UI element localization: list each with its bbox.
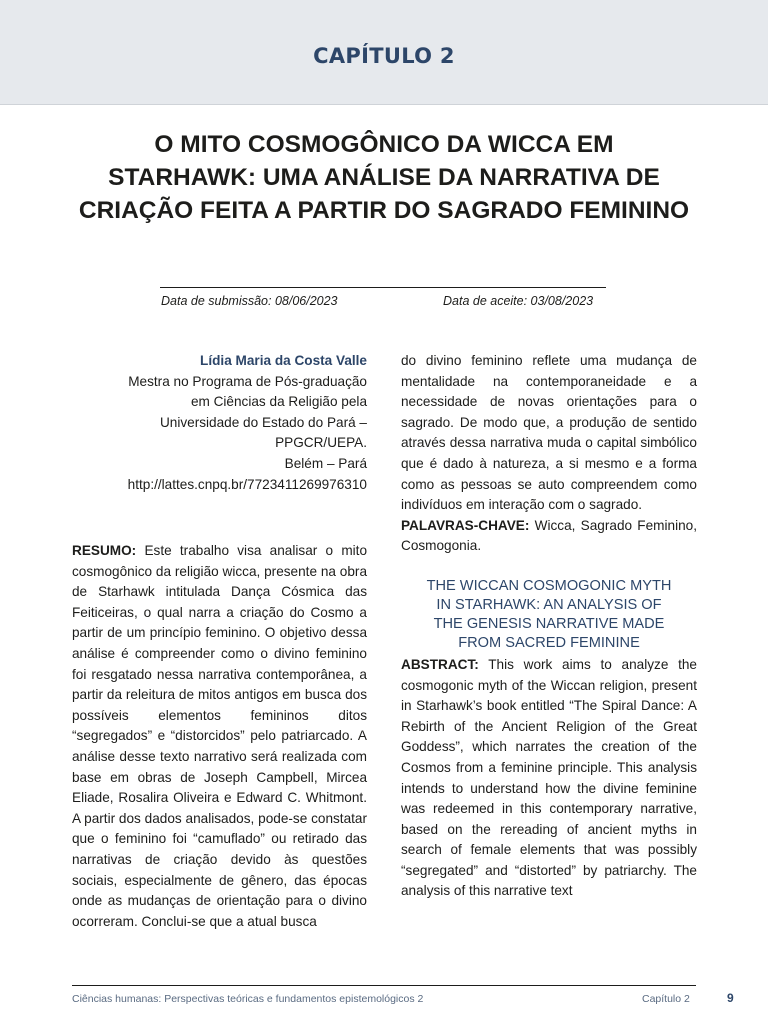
footer-book-title: Ciências humanas: Perspectivas teóricas e fundamentos epistemológicos 2 — [72, 993, 424, 1005]
footer-divider — [72, 985, 696, 986]
resumo-text: Este trabalho visa analisar o mito cosmogônico da religião wicca, presente na obra de Starhawk intitulada Dança Cósmica das Feiticeiras, o qual narra a criação do Cosmo a partir de um princípio feminino. O objetivo dessa análise é compreender como o divino feminino foi resgatado nessa narrativa contemporânea, a partir da releitura de mitos antigos em busca dos possíveis elementos femininos ditos “segregados” e “distorcidos” pelo patriarcado. A análise desse texto narrativo será realizada com base em obras de Joseph Campbell, Mircea Eliade, Rosalira Oliveira e Edward C. Whitmont. A partir dos dados analisados, pode-se constatar que o feminino foi “camuflado” ou retirado das narrativas de criação devido às questões sociais, especialmente de gênero, das épocas onde as mudanças de orientação para o divino ocorreram. Conclui-se que a atual busca — [72, 543, 367, 929]
submission-date: Data de submissão: 08/06/2023 — [161, 294, 338, 308]
affiliation-line: em Ciências da Religião pela — [190, 394, 367, 410]
english-title-line: THE GENESIS NARRATIVE MADE — [433, 615, 665, 632]
chapter-label: CAPÍTULO 2 — [313, 44, 455, 68]
abstract-label: ABSTRACT: — [401, 656, 479, 672]
affiliation-line: Universidade do Estado do Pará – — [159, 414, 367, 430]
author-affiliation — [72, 351, 367, 495]
english-title-line: IN STARHAWK: AN ANALYSIS OF — [436, 596, 662, 613]
english-title-line: FROM SACRED FEMININE — [458, 634, 640, 651]
affiliation-line: Belém – Pará — [284, 455, 367, 471]
abstract-text: This work aims to analyze the cosmogonic myth of the Wiccan religion, present in Starhawk’s book entitled “The Spiral Dance: A Rebirth of the Ancient Religion of the Great Goddess”, which narrates the creation of the Cosmos from a feminine principle. This analysis intends to understand how the divine feminine was redeemed in this contemporary narrative, based on the rereading of ancient myths in search of female elements that was possibly “segregated” and “distorted” by patriarchy. The analysis of this narrative text — [401, 656, 697, 899]
keywords-label: PALAVRAS-CHAVE: — [401, 517, 530, 533]
author-name: Lídia Maria da Costa Valle — [200, 353, 367, 368]
english-title — [401, 577, 697, 653]
footer-chapter: Capítulo 2 — [642, 993, 690, 1005]
resumo-paragraph — [72, 541, 367, 932]
keywords-paragraph — [401, 516, 697, 557]
right-column — [401, 351, 697, 902]
article-title-line: STARHAWK: UMA ANÁLISE DA NARRATIVA DE — [108, 164, 660, 191]
affiliation-line: PPGCR/UEPA. — [275, 435, 367, 451]
page-number: 9 — [727, 991, 734, 1005]
acceptance-date: Data de aceite: 03/08/2023 — [443, 294, 594, 308]
article-title — [50, 128, 718, 227]
affiliation-line: Mestra no Programa de Pós-graduação — [128, 373, 367, 389]
dates-divider — [160, 287, 606, 288]
lattes-link[interactable]: http://lattes.cnpq.br/7723411269976310 — [127, 476, 367, 492]
resumo-label: RESUMO: — [72, 543, 137, 558]
abstract-paragraph — [401, 655, 697, 902]
keywords-text: Wicca, Sagrado Feminino, Cosmogonia. — [401, 517, 697, 554]
article-title-line: CRIAÇÃO FEITA A PARTIR DO SAGRADO FEMININO — [78, 197, 690, 224]
english-title-line: THE WICCAN COSMOGONIC MYTH — [426, 577, 672, 594]
resumo-column — [72, 541, 367, 932]
article-title-line: O MITO COSMOGÔNICO DA WICCA EM — [154, 131, 614, 158]
resumo-continuation: do divino feminino reflete uma mudança de mentalidade na contemporaneidade e a necessidade de novas orientações para o sagrado. De modo que, a produção de sentido através dessa narrativa muda o capital simbólico que é dado à natureza, a si mesmo e a forma como as pessoas se auto compreendem como indivíduos em interação com o sagrado. — [401, 353, 697, 513]
